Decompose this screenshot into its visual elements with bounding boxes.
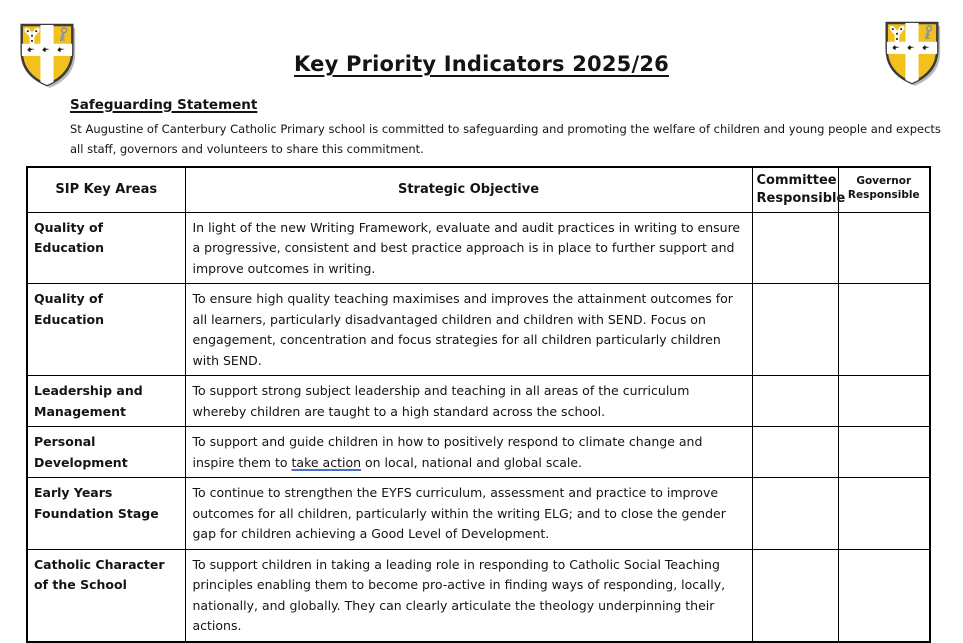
committee-cell: [752, 212, 838, 284]
kpi-table-body: [27, 212, 930, 642]
objective-text: To support strong subject leadership and teaching in all areas of the curriculum whereby children are taught to a high standard across the school.: [192, 383, 690, 419]
objective-text: on local, national and global scale.: [361, 454, 583, 470]
objective-cell: [185, 427, 752, 478]
table-row: [27, 212, 930, 284]
table-row: [27, 376, 930, 427]
committee-cell: [752, 427, 838, 478]
objective-cell: [185, 478, 752, 550]
table-row: [27, 478, 930, 550]
table-row: [27, 284, 930, 376]
governor-cell: [838, 427, 930, 478]
page-title: Key Priority Indicators 2025/26: [294, 52, 669, 76]
safeguarding-text-line-2: all staff, governors and volunteers to share this commitment.: [70, 142, 424, 156]
key-area-cell: Quality of Education: [27, 212, 185, 284]
key-area-cell: Personal Development: [27, 427, 185, 478]
column-header-strategic-objective: Strategic Objective: [185, 167, 752, 212]
committee-cell: [752, 284, 838, 376]
safeguarding-text-line-1: St Augustine of Canterbury Catholic Primary school is committed to safeguarding and promoting the welfare of children and young people and expects: [70, 122, 941, 136]
safeguarding-section: [70, 97, 941, 159]
key-area-cell: Leadership and Management: [27, 376, 185, 427]
committee-cell: [752, 376, 838, 427]
table-header-row: [27, 167, 930, 212]
objective-text: To support children in taking a leading role in responding to Catholic Social Teaching principles enabling them to become pro-active in finding ways of responding, locally, nationally, and globally. They can clearly articulate the theology underpinning their actions.: [192, 556, 726, 633]
objective-text: In light of the new Writing Framework, evaluate and audit practices in writing to ensure a progressive, consistent and best practice approach is in place to further support and improve outcomes in writing.: [192, 219, 741, 276]
column-header-committee-responsible: Committee Responsible: [752, 167, 838, 212]
safeguarding-heading: Safeguarding Statement: [70, 97, 258, 113]
committee-cell: [752, 478, 838, 550]
objective-text: To continue to strengthen the EYFS curriculum, assessment and practice to improve outcomes for all children, particularly within the writing ELG; and to close the gender gap for children achieving a Good Level of Development.: [192, 485, 726, 541]
key-area-cell: Catholic Character of the School: [27, 549, 185, 642]
objective-cell: [185, 212, 752, 284]
key-area-cell: Quality of Education: [27, 284, 185, 376]
key-area-cell: Early Years Foundation Stage: [27, 478, 185, 550]
table-row: [27, 427, 930, 478]
governor-cell: [838, 376, 930, 427]
objective-text: To support and guide children in how to positively respond to climate change and inspire them to: [192, 434, 703, 470]
kpi-table: [26, 166, 931, 643]
objective-text: To ensure high quality teaching maximises and improves the attainment outcomes for all learners, particularly disadvantaged children and children with SEND. Focus on engagement, concentration and focus strategies for all children particularly children with SEND.: [192, 291, 733, 368]
column-header-governor-responsible: Governor Responsible: [838, 167, 930, 212]
objective-cell: [185, 376, 752, 427]
take-action-link[interactable]: take action: [291, 454, 362, 470]
column-header-sip-key-areas: SIP Key Areas: [27, 167, 185, 212]
objective-cell: [185, 284, 752, 376]
governor-cell: [838, 478, 930, 550]
governor-cell: [838, 212, 930, 284]
governor-cell: [838, 284, 930, 376]
